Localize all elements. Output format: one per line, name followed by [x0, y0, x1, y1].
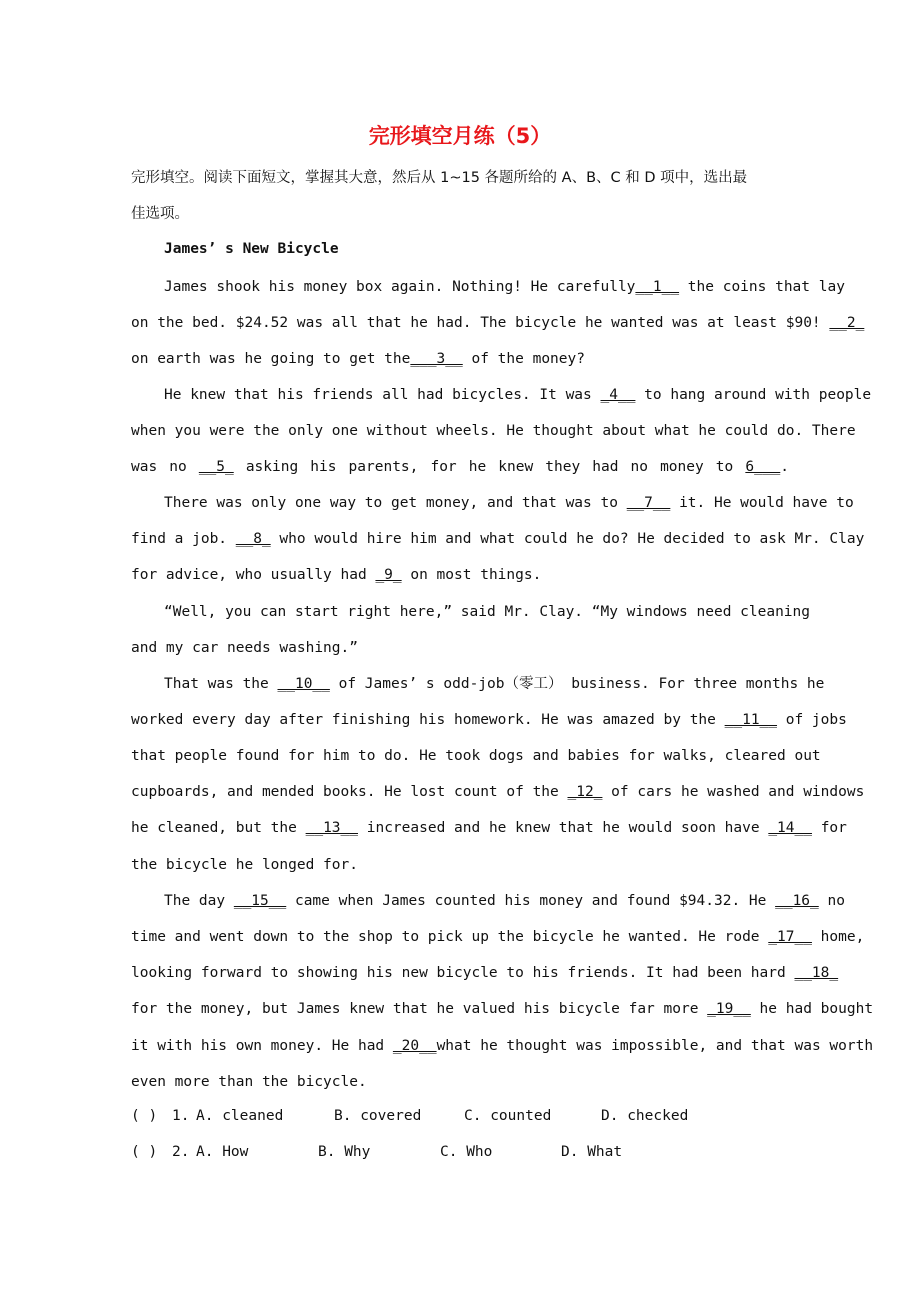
answer-blank[interactable]: __13__: [305, 820, 358, 836]
instruction-line-1: 完形填空。阅读下面短文，掌握其大意，然后从 1~15 各题所给的 A、B、C 和 D 项中，选出最: [131, 170, 748, 186]
answer-blank[interactable]: __1__: [635, 279, 680, 295]
answer-blank[interactable]: __2_: [829, 315, 865, 331]
passage-line: [131, 529, 865, 549]
passage-text: on the bed. $24.52 was all that he had. The bicycle he wanted was at least $90!: [131, 315, 830, 331]
passage-text: of James’ s odd-job（零工） business. For three months he: [329, 676, 825, 692]
passage-line: [131, 782, 865, 802]
passage-text: He knew that his friends all had bicycles. It was: [164, 387, 601, 403]
passage-text: the coins that lay: [679, 279, 845, 295]
passage-text: what he thought was impossible, and that was worth: [436, 1038, 874, 1054]
passage-text: who would hire him and what could he do? He decided to ask Mr. Clay: [270, 531, 865, 547]
passage-line: [131, 855, 789, 875]
q2-paren[interactable]: ( ): [131, 1144, 158, 1160]
passage-line: [164, 493, 854, 513]
passage-line: [131, 1036, 874, 1056]
passage-text: .: [780, 459, 790, 475]
passage-text: to hang around with people: [635, 387, 872, 403]
passage-line: [164, 385, 872, 405]
answer-blank[interactable]: __5_: [198, 459, 234, 475]
passage-text: no: [818, 893, 845, 909]
passage-text: he cleaned, but the: [131, 820, 306, 836]
answer-blank[interactable]: 6___: [745, 459, 781, 475]
answer-blank[interactable]: __18_: [794, 965, 839, 981]
passage-text: home,: [811, 929, 865, 945]
passage-text: looking forward to showing his new bicycle to his friends. It had been hard: [131, 965, 795, 981]
passage-line: [131, 746, 821, 766]
answer-blank[interactable]: _4__: [600, 387, 636, 403]
answer-blank[interactable]: __8_: [235, 531, 271, 547]
q1-option-c[interactable]: C. counted: [464, 1108, 552, 1124]
passage-line: [131, 349, 789, 369]
passage-text: of the money?: [462, 351, 585, 367]
q1-option-d[interactable]: D. checked: [601, 1108, 689, 1124]
passage-line: [131, 313, 865, 333]
passage-text: That was the: [164, 676, 278, 692]
passage-text: The day: [164, 893, 234, 909]
passage-text: came when James counted his money and found $94.32. He: [286, 893, 776, 909]
passage-text: time and went down to the shop to pick up the bicycle he wanted. He rode: [131, 929, 769, 945]
passage-line: [131, 710, 847, 730]
answer-blank[interactable]: _20__: [392, 1038, 437, 1054]
passage-text: cupboards, and mended books. He lost count of the: [131, 784, 568, 800]
passage-text: find a job.: [131, 531, 236, 547]
passage-line: [131, 999, 874, 1019]
passage-line: [131, 421, 856, 441]
passage-text: worked every day after finishing his homework. He was amazed by the: [131, 712, 725, 728]
passage-text: for advice, who usually had: [131, 567, 376, 583]
q2-option-b[interactable]: B. Why: [318, 1144, 371, 1160]
answer-blank[interactable]: _17__: [768, 929, 812, 945]
passage-text: “Well, you can start right here,” said Mr. Clay. “My windows need cleaning: [164, 604, 811, 620]
passage-text: when you were the only one without wheels. He thought about what he could do. There: [131, 423, 856, 439]
page-title: 完形填空月练（5）: [368, 124, 552, 148]
answer-blank[interactable]: _9_: [375, 567, 402, 583]
answer-blank[interactable]: _12_: [567, 784, 603, 800]
passage-title: James’ s New Bicycle: [164, 241, 339, 257]
answer-blank[interactable]: __16_: [775, 893, 819, 909]
passage-line: [131, 565, 789, 585]
answer-blank[interactable]: __15__: [233, 893, 287, 909]
answer-blank[interactable]: __10__: [277, 676, 330, 692]
passage-line: [131, 818, 847, 838]
passage-line: [164, 277, 845, 297]
passage-line: [131, 638, 789, 658]
passage-line: [164, 891, 845, 911]
passage-text: There was only one way to get money, and that was to: [164, 495, 627, 511]
q1-paren[interactable]: ( ): [131, 1108, 158, 1124]
q2-option-d[interactable]: D. What: [561, 1144, 623, 1160]
q2-number: 2.: [172, 1144, 190, 1160]
passage-text: of jobs: [777, 712, 847, 728]
answer-blank[interactable]: ___3__: [410, 351, 463, 367]
passage-text: asking his parents, for he knew they had no money to: [233, 459, 746, 475]
q1-number: 1.: [172, 1108, 190, 1124]
q1-option-b[interactable]: B. covered: [334, 1108, 422, 1124]
passage-line: [131, 963, 839, 983]
passage-line: [131, 927, 865, 947]
answer-blank[interactable]: __7__: [626, 495, 671, 511]
passage-line: [164, 674, 825, 694]
passage-text: the bicycle he longed for.: [131, 857, 358, 873]
passage-line: [131, 1072, 789, 1092]
passage-text: on most things.: [401, 567, 542, 583]
answer-blank[interactable]: _19__: [707, 1001, 751, 1017]
answer-blank[interactable]: __11__: [724, 712, 778, 728]
passage-text: for: [811, 820, 847, 836]
q2-option-a[interactable]: A. How: [196, 1144, 249, 1160]
passage-text: and my car needs washing.”: [131, 640, 358, 656]
passage-text: that people found for him to do. He took dogs and babies for walks, cleared out: [131, 748, 821, 764]
passage-line: [164, 602, 811, 622]
passage-text: on earth was he going to get the: [131, 351, 411, 367]
passage-text: for the money, but James knew that he valued his bicycle far more: [131, 1001, 708, 1017]
passage-text: it. He would have to: [670, 495, 854, 511]
answer-blank[interactable]: _14__: [768, 820, 812, 836]
passage-text: increased and he knew that he would soon have: [358, 820, 769, 836]
passage-text: James shook his money box again. Nothing! He carefully: [164, 279, 636, 295]
passage-text: it with his own money. He had: [131, 1038, 393, 1054]
passage-text: was no: [131, 459, 199, 475]
passage-text: of cars he washed and windows: [602, 784, 865, 800]
passage-text: he had bought: [750, 1001, 874, 1017]
passage-text: even more than the bicycle.: [131, 1074, 367, 1090]
q1-option-a[interactable]: A. cleaned: [196, 1108, 284, 1124]
q2-option-c[interactable]: C. Who: [440, 1144, 493, 1160]
passage-line: [131, 457, 789, 477]
instruction-line-2: 佳选项。: [131, 206, 189, 222]
